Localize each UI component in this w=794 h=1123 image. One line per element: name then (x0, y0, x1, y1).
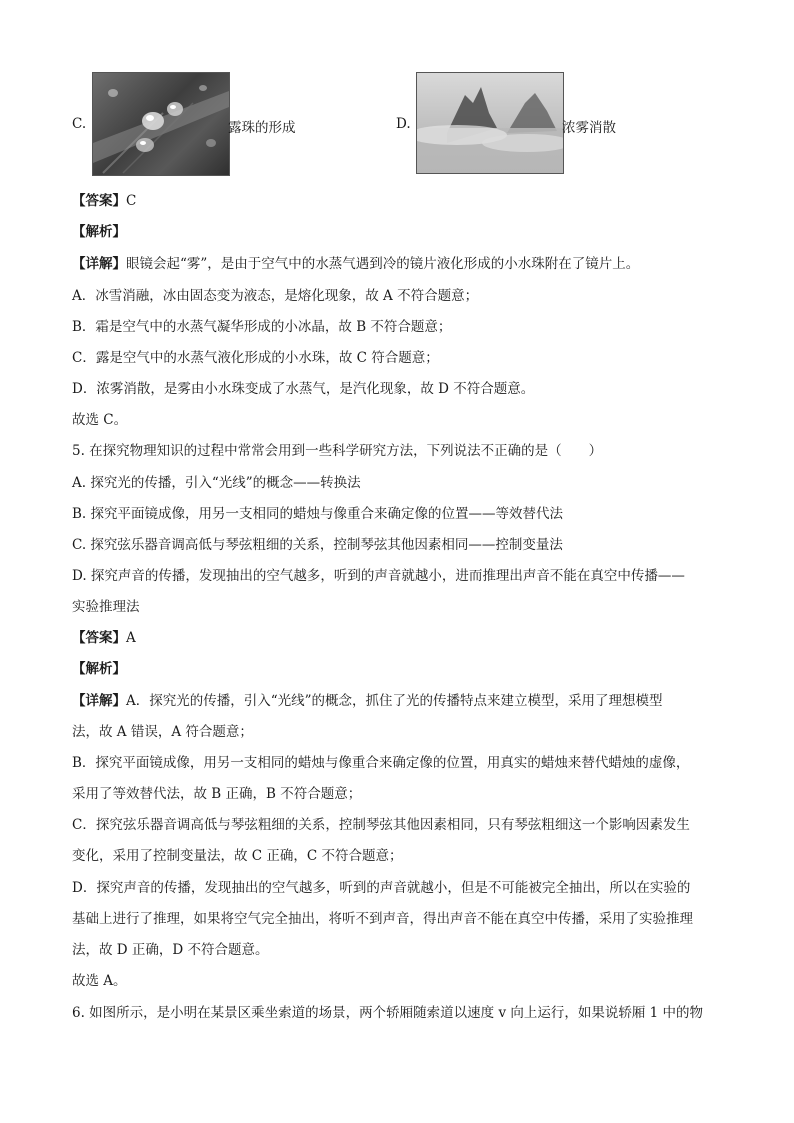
detail-label: 【详解】 (72, 256, 126, 272)
mountain-mist-illustration (417, 73, 563, 173)
answer-value: A (126, 630, 136, 646)
q5-detail-3: B．探究平面镜成像，用另一支相同的蜡烛与像重合来确定像的位置，用真实的蜡烛来替代蜡烛的虚像， (72, 755, 690, 771)
mist-dispersing-photo (416, 72, 564, 174)
q5-option-d-cont: 实验推理法 (72, 599, 140, 615)
q4-line-b: B．霜是空气中的水蒸气凝华形成的小冰晶，故 B 不符合题意； (72, 319, 452, 335)
option-d-letter: D. (396, 116, 411, 132)
q5-answer (72, 628, 136, 648)
q5-stem: 5. 在探究物理知识的过程中常常会用到一些科学研究方法，下列说法不正确的是（ ） (72, 443, 603, 459)
dew-drops-illustration (93, 73, 229, 175)
q6-stem: 6. 如图所示，是小明在某景区乘坐索道的场景，两个轿厢随索道以速度 v 向上运行，如果说轿厢 1 中的物 (72, 1005, 704, 1021)
detail-label: 【详解】 (72, 693, 126, 709)
q5-option-a: A. 探究光的传播，引入“光线”的概念——转换法 (72, 475, 361, 491)
q5-detail-7: D．探究声音的传播，发现抽出的空气越多，听到的声音就越小，但是不可能被完全抽出，所以在实验的 (72, 880, 691, 896)
q4-line-c: C．露是空气中的水蒸气液化形成的小水珠，故 C 符合题意； (72, 350, 439, 366)
q4-line-a: A．冰雪消融，冰由固态变为液态，是熔化现象，故 A 不符合题意； (72, 288, 479, 304)
q5-detail-8: 基础上进行了推理，如果将空气完全抽出，将听不到声音，得出声音不能在真空中传播，采用了实验推理 (72, 911, 693, 927)
answer-label: 【答案】 (72, 193, 126, 209)
q5-detail-6: 变化，采用了控制变量法，故 C 正确，C 不符合题意； (72, 848, 403, 864)
option-d-caption: 浓雾消散 (562, 120, 616, 136)
q4-analysis-label: 【解析】 (72, 224, 126, 240)
q5-detail-2: 法，故 A 错误，A 符合题意； (72, 724, 253, 740)
answer-label: 【答案】 (72, 630, 126, 646)
q5-detail-9: 法，故 D 正确，D 不符合题意。 (72, 942, 269, 958)
q4-conclusion: 故选 C。 (72, 412, 128, 428)
option-c-caption: 露珠的形成 (228, 120, 296, 136)
q5-detail-1 (72, 691, 663, 711)
q5-conclusion: 故选 A。 (72, 973, 127, 989)
answer-value: C (126, 193, 137, 209)
q4-detail (72, 254, 639, 274)
detail-text: 眼镜会起“雾”，是由于空气中的水蒸气遇到冷的镜片液化形成的小水珠附在了镜片上。 (126, 256, 640, 272)
q4-answer (72, 191, 136, 211)
q5-option-c: C. 探究弦乐器音调高低与琴弦粗细的关系，控制琴弦其他因素相同——控制变量法 (72, 537, 563, 553)
q5-detail-4: 采用了等效替代法，故 B 正确，B 不符合题意； (72, 786, 362, 802)
q5-option-d: D. 探究声音的传播，发现抽出的空气越多，听到的声音就越小，进而推理出声音不能在真空中传播—— (72, 568, 685, 584)
option-c-letter: C. (72, 116, 87, 132)
q5-detail-5: C．探究弦乐器音调高低与琴弦粗细的关系，控制琴弦其他因素相同，只有琴弦粗细这一个影响因素发生 (72, 817, 690, 833)
q5-option-b: B. 探究平面镜成像，用另一支相同的蜡烛与像重合来确定像的位置——等效替代法 (72, 506, 564, 522)
q5-analysis-label: 【解析】 (72, 661, 126, 677)
q4-line-d: D．浓雾消散，是雾由小水珠变成了水蒸气，是汽化现象，故 D 不符合题意。 (72, 381, 535, 397)
detail-text: A．探究光的传播，引入“光线”的概念，抓住了光的传播特点来建立模型，采用了理想模型 (126, 693, 663, 709)
dew-drops-photo (92, 72, 230, 176)
